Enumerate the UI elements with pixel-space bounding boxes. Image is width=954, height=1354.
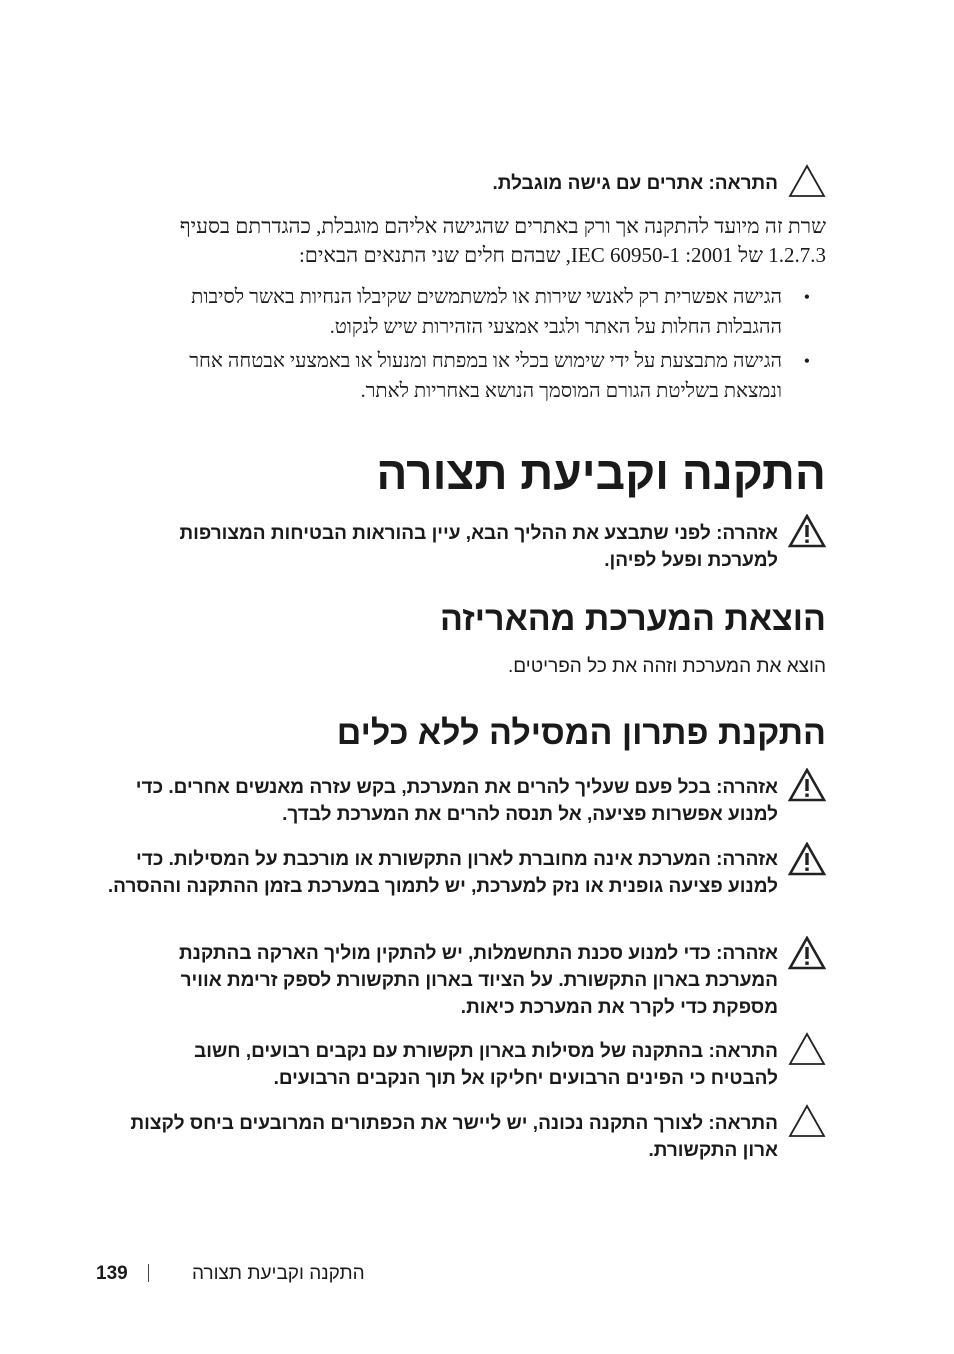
footer-divider (148, 1264, 149, 1282)
bullet-text: הגישה אפשרית רק לאנשי שירות או למשתמשים שקיבלו הנחיות באשר לסיבות ההגבלות החלות על האתר ולגבי אמצעי הזהירות שיש לנקוט. (191, 286, 782, 338)
warning-exclamation-icon (788, 842, 826, 876)
caution-triangle-icon (788, 1032, 826, 1066)
list-item (136, 346, 826, 406)
section-heading-unpack: הוצאת המערכת מהאריזה (440, 600, 826, 638)
warning-safety-instructions: אזהרה: לפני שתבצע את ההליך הבא, עיין בהוראות הבטיחות המצורפות למערכת ופעל לפיהן. (179, 523, 778, 571)
caution-triangle-icon (788, 1104, 826, 1138)
warning-rack-support: אזהרה: המערכת אינה מחוברת לארון התקשורת או מורכבת על המסילות. כדי למנוע פציעה גופנית או נזק למערכת, יש לתמוך במערכת בזמן ההתקנה וההסרה. (107, 849, 778, 897)
caution-square-holes: התראה: בהתקנה של מסילות בארון תקשורת עם נקבים רבועים, חשוב להבטיח כי הפינים הרבועים יחליקו אל תוך הנקבים הרבועים. (194, 1041, 778, 1089)
warning-lift-system: אזהרה: בכל פעם שעליך להרים את המערכת, בקש עזרה מאנשים אחרים. כדי למנוע אפשרות פציעה, אל תנסה להרים את המערכת לבדך. (135, 777, 778, 825)
warning-exclamation-icon (788, 514, 826, 548)
list-item (136, 282, 826, 342)
caution-align-buttons: התראה: לצורך התקנה נכונה, יש ליישר את הכפתורים המרובעים ביחס לקצות ארון התקשורת. (130, 1113, 778, 1161)
caution-restricted-access: התראה: אתרים עם גישה מוגבלת. (492, 173, 778, 194)
bullet-icon: • (803, 351, 810, 371)
warning-electric-shock: אזהרה: כדי למנוע סכנת התחשמלות, יש להתקין מוליך הארקה בהתקנת המערכת בארון התקשורת. על הציוד בארון התקשורת לספק זרימת אוויר מספקת כדי לקרר את המערכת כיאות. (178, 943, 778, 1018)
bullet-icon: • (803, 287, 810, 307)
caution-triangle-icon (788, 164, 826, 198)
footer-section-title: התקנה וקביעת תצורה (192, 1263, 365, 1284)
unpack-text: הוצא את המערכת וזהה את כל הפריטים. (508, 656, 826, 677)
intro-paragraph: שרת זה מיועד להתקנה אך ורק באתרים שהגישה אליהם מוגבלת, כהגדרתם בסעיף 1.2.7.3 של IEC 60950-1 :2001, שבהם חלים שני התנאים הבאים: (179, 214, 826, 267)
page-number: 139 (96, 1263, 128, 1284)
warning-exclamation-icon (788, 768, 826, 802)
warning-exclamation-icon (788, 936, 826, 970)
section-heading-rails: התקנת פתרון המסילה ללא כלים (336, 714, 826, 752)
bullet-text: הגישה מתבצעת על ידי שימוש בכלי או במפתח ומנעול או באמצעי אבטחה אחר ונמצאת בשליטת הגורם המוסמך הנושא באחריות לאתר. (189, 350, 782, 402)
page-title: התקנה וקביעת תצורה (376, 447, 826, 499)
